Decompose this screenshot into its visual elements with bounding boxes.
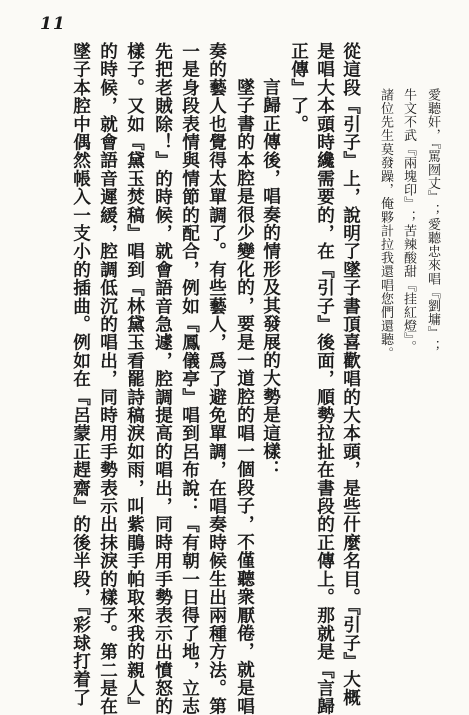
verse-line-1: 愛聽奸，『罵囫丈』；愛聽忠來唱『劉墉』； xyxy=(425,88,440,354)
verse-line-3: 諸位先生莫發躁，俺夥計拉我還唱您們還聽。 xyxy=(378,88,393,360)
body-line-7: 一是身段表情與情節的配合，例如『鳳儀亭』唱到呂布說：『有朝一日得了地，立志 xyxy=(179,42,201,715)
verse-line-2: 牛文不武『兩塊印』；苦辣酸甜『挂紅燈』。 xyxy=(401,88,416,354)
body-line-9: 樣子。又如『黛玉焚稿』唱到『林黛玉看罷詩稿淚如雨，叫紫鵑手帕取來我的親人』 xyxy=(124,42,146,715)
body-line-2: 是唱大本頭時纔需要的，在『引子』後面，順勢拉扯在書段的正傳上。那就是『言歸 xyxy=(314,42,336,715)
body-line-4: 言歸正傳後，唱奏的情形及其發展的大勢是這樣： xyxy=(260,78,282,479)
body-line-10: 的時候，就會語音遲緩，腔調低沉的唱出，同時用手勢表示出抹淚的樣子。第二是在 xyxy=(97,42,119,715)
body-line-1: 從這段『引子』上，說明了墜子書頂喜歡唱的大本頭，是些什麼名目。『引子』大概 xyxy=(340,42,362,707)
body-line-8: 先把老賊除！』的時候，就會語音急遽，腔調提高的唱出，同時用手勢表示出憤怒的 xyxy=(152,42,174,715)
body-line-3: 正傳』了。 xyxy=(288,42,310,133)
body-line-5: 墜子書的本腔是很少變化的，要是一道腔的唱一個段子，不僅聽衆厭倦，就是唱 xyxy=(234,78,256,715)
body-line-6: 奏的藝人也覺得太單調了。有些藝人，爲了避免單調，在唱奏時候生出兩種方法。第 xyxy=(206,42,228,715)
body-line-11: 墜子本腔中偶然帳入一支小的插曲。例如在『呂蒙正趕齋』的後半段，『彩球打着了 xyxy=(70,42,92,707)
page-number: 11 xyxy=(40,14,66,34)
